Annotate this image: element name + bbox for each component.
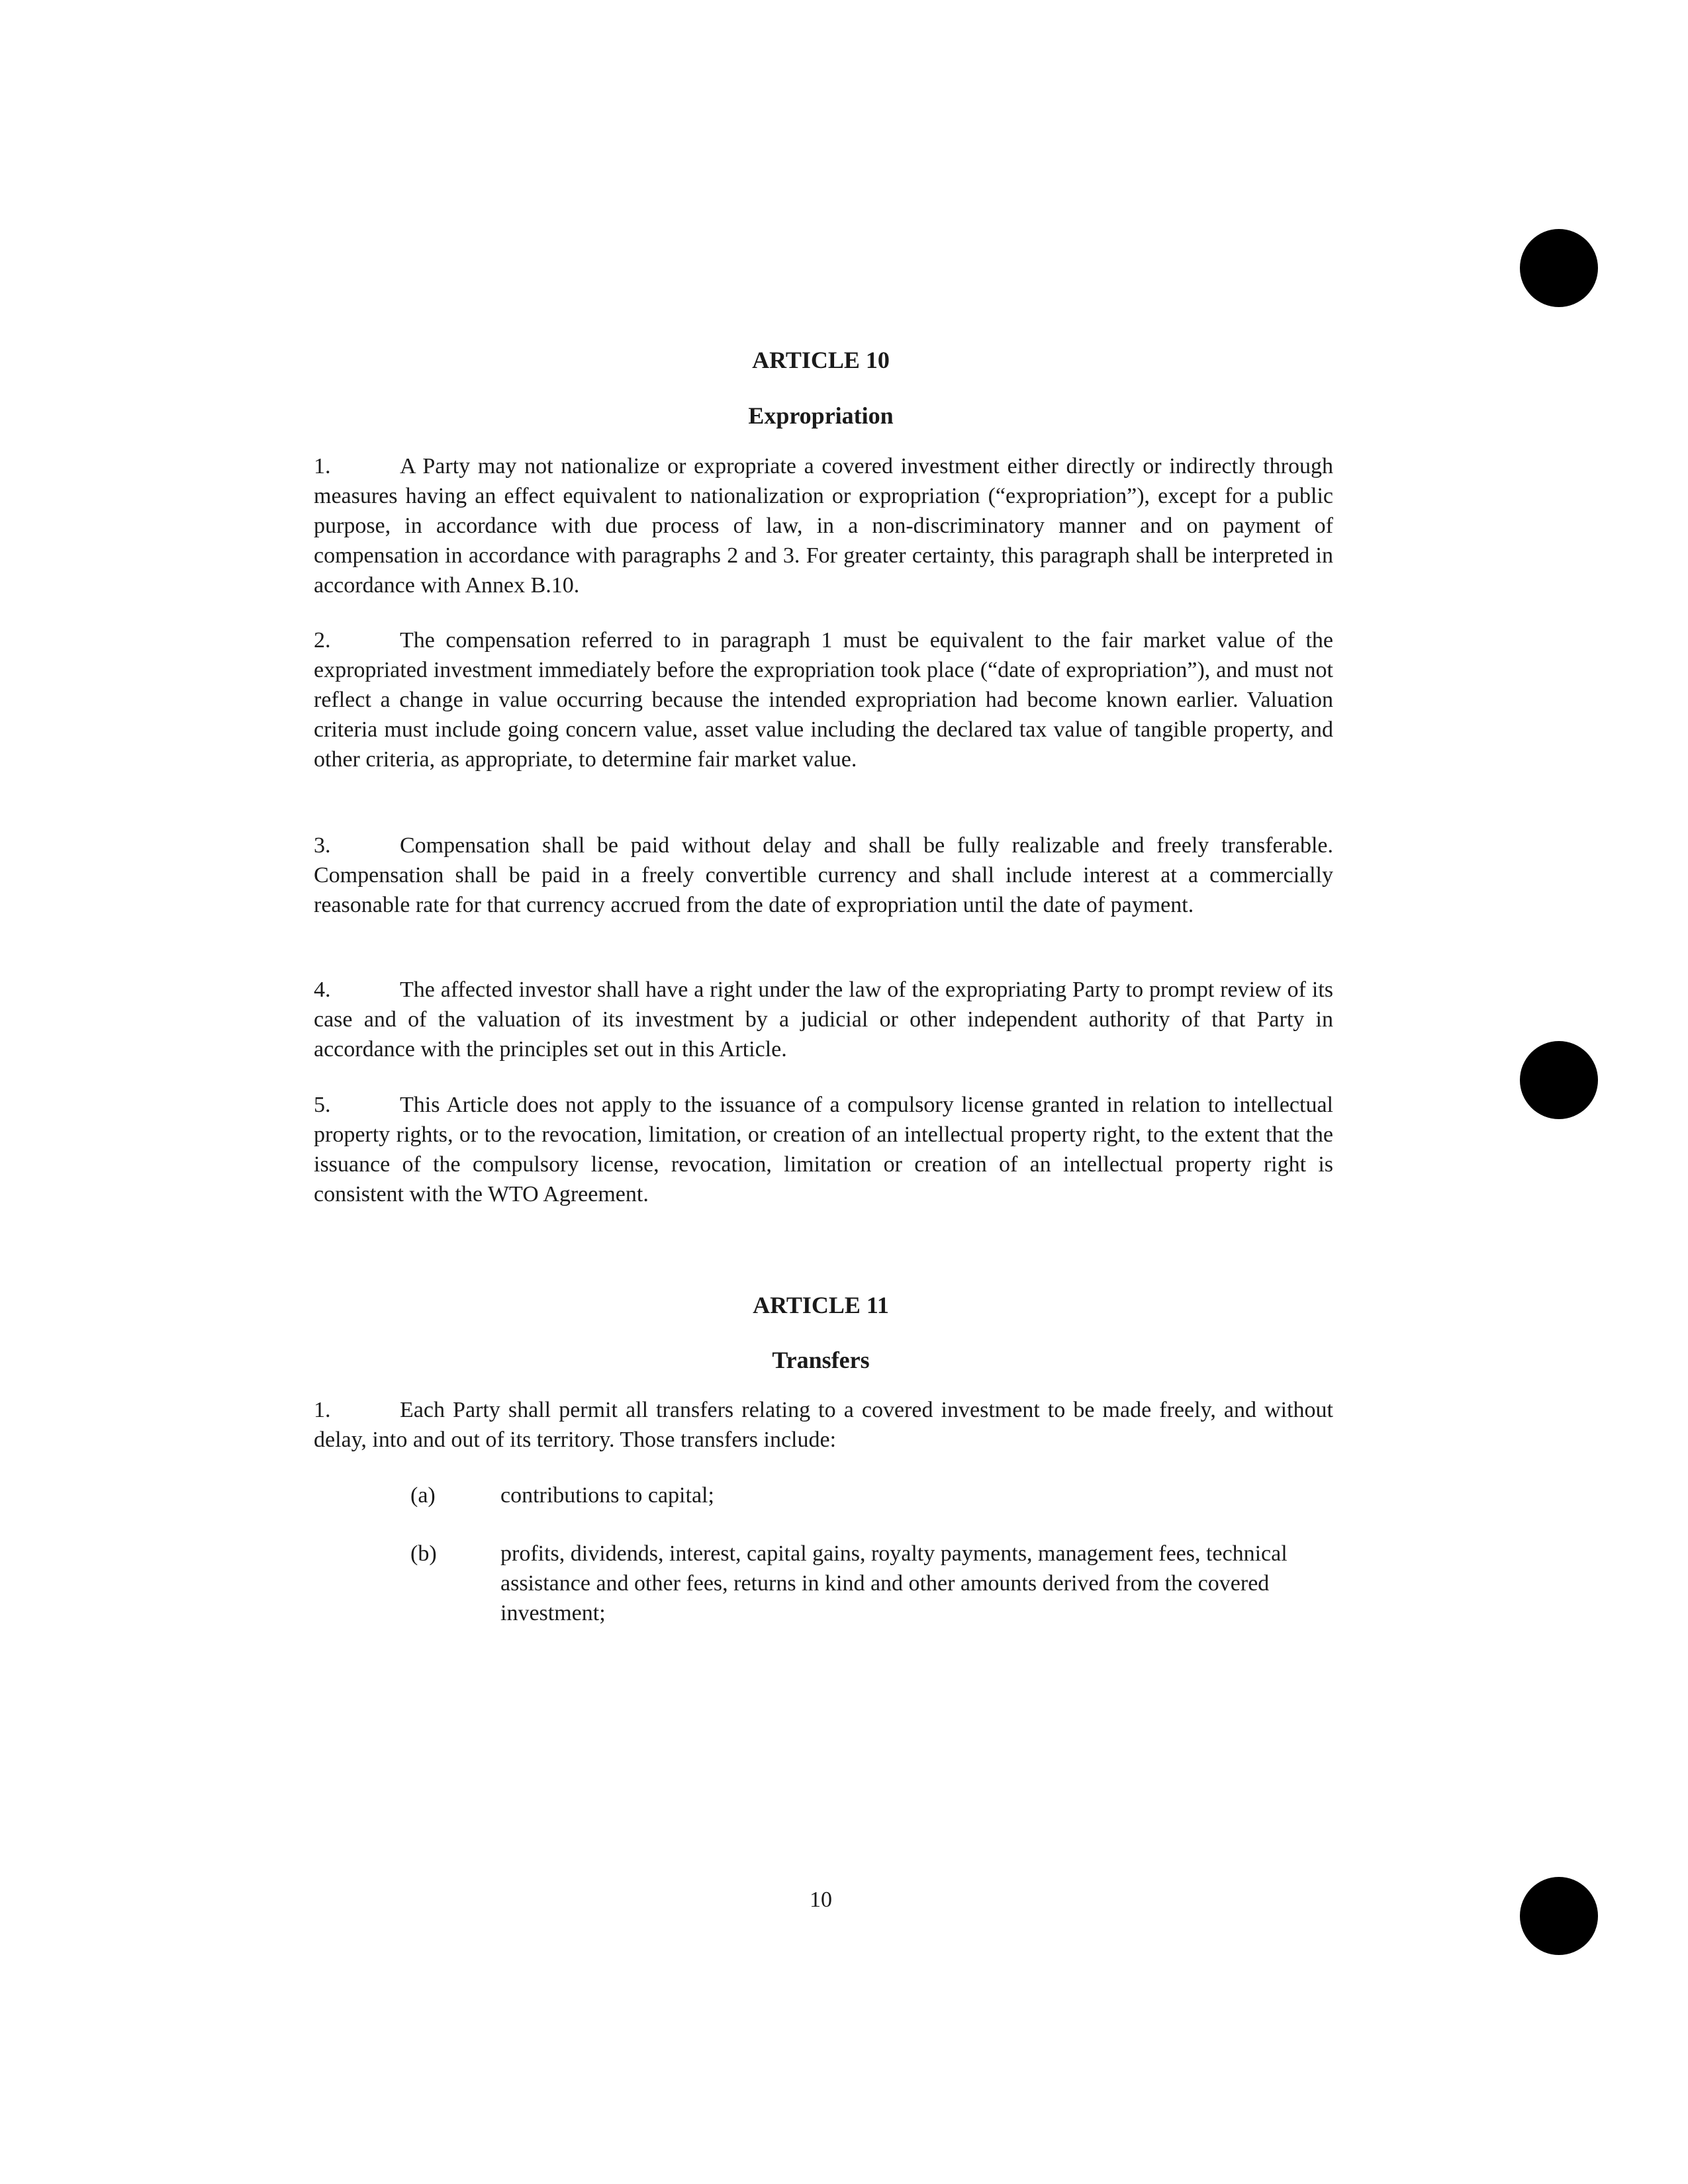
article-10-paragraph-5 [314, 1090, 1333, 1209]
paragraph-number: 4. [314, 978, 331, 1002]
paragraph-number: 1. [314, 454, 331, 478]
article-11-title: Transfers [772, 1347, 870, 1373]
list-item-label: (b) [410, 1541, 437, 1566]
paragraph-number: 5. [314, 1093, 331, 1117]
paragraph-number: 2. [314, 628, 331, 653]
article-10-paragraph-3 [314, 831, 1333, 920]
paragraph-text: This Article does not apply to the issuance of a compulsory license granted in relation to intellectual property rights, or to the revocation, limitation, or creation of an intellectual property right, to the extent that the issuance of the compulsory license, revocation, limitation or creation of an intellectual property right is consistent with the WTO Agreement. [314, 1093, 1333, 1206]
punch-hole-middle [1520, 1041, 1598, 1119]
list-item-text: contributions to capital; [500, 1483, 714, 1508]
article-10-paragraph-2 [314, 625, 1333, 774]
article-10-paragraph-1 [314, 451, 1333, 600]
paragraph-text: A Party may not nationalize or expropriate a covered investment either directly or indirectly through measures having an effect equivalent to nationalization or expropriation (“expropriation”), except for a public purpose, in accordance with due process of law, in a non-discriminatory manner and on payment of compensation in accordance with paragraphs 2 and 3. For greater certainty, this paragraph shall be interpreted in accordance with Annex B.10. [314, 454, 1333, 598]
paragraph-text: The compensation referred to in paragraph 1 must be equivalent to the fair market value of the expropriated investment immediately before the expropriation took place (“date of expropriation”), and must not reflect a change in value occurring because the intended expropriation had become known earlier. Valuation criteria must include going concern value, asset value including the declared tax value of tangible property, and other criteria, as appropriate, to determine fair market value. [314, 628, 1333, 772]
punch-hole-top [1520, 229, 1598, 307]
list-item-label: (a) [410, 1483, 436, 1508]
article-10-paragraph-4 [314, 975, 1333, 1064]
paragraph-text: Each Party shall permit all transfers relating to a covered investment to be made freely, and without delay, into and out of its territory. Those transfers include: [314, 1398, 1333, 1452]
paragraph-text: Compensation shall be paid without delay and shall be fully realizable and freely transferable. Compensation shall be paid in a freely convertible currency and shall include interest at a commercially reasonable rate for that currency accrued from the date of expropriation until the date of payment. [314, 833, 1333, 917]
page-number: 10 [810, 1888, 832, 1912]
paragraph-text: The affected investor shall have a right under the law of the expropriating Party to prompt review of its case and of the valuation of its investment by a judicial or other independent authority of that Party in accordance with the principles set out in this Article. [314, 978, 1333, 1062]
article-11-heading: ARTICLE 11 [753, 1292, 889, 1318]
article-10-title: Expropriation [748, 402, 894, 429]
paragraph-number: 1. [314, 1398, 331, 1422]
paragraph-number: 3. [314, 833, 331, 858]
article-11-paragraph-1 [314, 1395, 1333, 1455]
list-item-text: profits, dividends, interest, capital gains, royalty payments, management fees, technical assistance and other fees, returns in kind and other amounts derived from the covered investment; [500, 1541, 1288, 1625]
article-10-heading: ARTICLE 10 [752, 347, 890, 373]
